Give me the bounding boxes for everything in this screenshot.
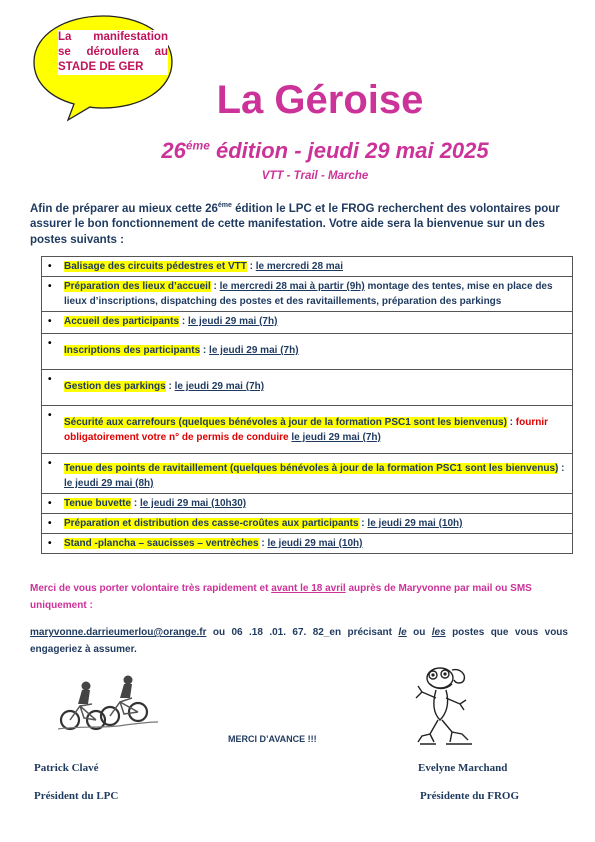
table-row [42, 454, 573, 494]
post-cell [42, 494, 573, 514]
signature-left-role: Président du LPC [34, 790, 119, 802]
contact-paragraph [30, 624, 568, 658]
post-task: Stand -plancha – saucisses – ventrèches [64, 538, 259, 549]
appeal-deadline: avant le 18 avril [271, 583, 346, 594]
post-date: le jeudi 29 mai (7h) [174, 381, 265, 392]
cyclists-illustration [58, 672, 158, 732]
post-date: le mercredi 28 mai à partir (9h) [219, 281, 365, 292]
post-cell [42, 257, 573, 277]
bubble-line-1: La manifestation [58, 31, 168, 43]
appeal-paragraph [30, 580, 568, 614]
post-task: Gestion des parkings [64, 381, 166, 392]
table-row [42, 277, 573, 312]
post-cell [42, 454, 573, 494]
post-date: le mercredi 28 mai [255, 261, 344, 272]
appeal-part-1: Merci de vous porter volontaire très rapidement et [30, 583, 272, 594]
intro-part-2: édition le LPC et le FROG recherchent des volontaires pour assurer le bon fonctionnement de cette manifestation. Votre aide sera la bienvenue sur un des postes suivants : [30, 202, 560, 246]
table-row [42, 312, 573, 334]
post-sep: : [358, 518, 368, 529]
post-warning: fournir obligatoirement votre n° de permis de conduire [64, 417, 549, 443]
post-sep: : [506, 417, 516, 428]
contact-phone: ou 06 .18 .01. 67. 82 [206, 627, 324, 638]
post-date: le jeudi 29 mai (7h) [209, 345, 299, 356]
post-sep: : [179, 316, 188, 327]
contact-word-le: le [398, 627, 407, 638]
post-cell [42, 334, 573, 370]
post-cell [42, 406, 573, 454]
page-title: La Géroise [216, 78, 424, 122]
post-sep: : [246, 261, 256, 272]
edition-suffix: éme [185, 138, 210, 153]
post-task: Tenue buvette [64, 498, 132, 509]
table-row [42, 334, 573, 370]
bubble-text [58, 30, 168, 75]
frog-cartoon-illustration [412, 664, 477, 746]
post-sep: : [165, 381, 175, 392]
table-row [42, 370, 573, 406]
post-task: Accueil des participants [64, 316, 180, 327]
post-task: Sécurité aux carrefours (quelques bénévoles à jour de la formation PSC1 sont les bienvenus) [64, 417, 507, 428]
post-cell [42, 534, 573, 554]
post-sep: : [131, 498, 140, 509]
bubble-line-2: se déroulera au [58, 46, 168, 58]
post-task: Tenue des points de ravitaillement (quelques bénévoles à jour de la formation PSC1 sont les bienvenus) [64, 463, 559, 474]
post-date: le jeudi 29 mai (10h30) [139, 498, 247, 509]
post-date: le jeudi 29 mai (7h) [291, 432, 381, 443]
post-extra: montage des tentes, mise en place des lieux d’inscriptions, dispatching des postes et des ravitaillements, préparation des parkings [64, 281, 553, 307]
thanks-text: MERCI D’AVANCE !!! [228, 734, 317, 744]
signature-left-name: Patrick Clavé [34, 762, 99, 774]
table-row [42, 514, 573, 534]
posts-table [41, 256, 573, 554]
contact-text-3: postes que vous vous engageriez à assumer. [30, 627, 568, 655]
contact-text-1: en précisant [329, 627, 399, 638]
contact-underscore: _ [323, 627, 330, 638]
post-sep: : [258, 538, 268, 549]
post-sep: : [200, 345, 210, 356]
post-date: le jeudi 29 mai (10h) [267, 538, 363, 549]
intro-paragraph [30, 198, 574, 248]
table-row [42, 257, 573, 277]
table-row [42, 494, 573, 514]
post-date: le jeudi 29 mai (10h) [367, 518, 463, 529]
post-task: Préparation et distribution des casse-croûtes aux participants [64, 518, 359, 529]
post-task: Inscriptions des participants [64, 345, 201, 356]
contact-email-link[interactable]: maryvonne.darrieumerlou@orange.fr [30, 627, 207, 638]
post-cell [42, 312, 573, 334]
post-task: Préparation des lieux d’accueil [64, 281, 211, 292]
intro-part-1: Afin de préparer au mieux cette 26 [30, 202, 218, 215]
signature-right-role: Présidente du FROG [420, 790, 519, 802]
post-cell [42, 277, 573, 312]
table-row [42, 534, 573, 554]
post-sep: : [558, 463, 565, 474]
edition-number: 26 [161, 138, 186, 163]
edition-date: édition - jeudi 29 mai 2025 [209, 138, 489, 163]
post-date: le jeudi 29 mai (7h) [187, 316, 278, 327]
subtitle: VTT - Trail - Marche [261, 170, 369, 182]
contact-word-les: les [431, 627, 446, 638]
intro-suffix: éme [217, 202, 232, 209]
post-date: le jeudi 29 mai (8h) [64, 478, 154, 489]
post-cell [42, 370, 573, 406]
bubble-line-3: STADE DE GER [58, 61, 144, 73]
post-sep: : [210, 281, 220, 292]
post-task: Balisage des circuits pédestres et VTT [64, 261, 247, 272]
contact-text-2: ou [406, 627, 432, 638]
post-cell [42, 514, 573, 534]
signature-right-name: Evelyne Marchand [418, 762, 508, 774]
appeal-part-2: auprès de Maryvonne par mail ou SMS uniquement : [30, 583, 532, 611]
table-row [42, 406, 573, 454]
edition-heading [0, 138, 595, 164]
